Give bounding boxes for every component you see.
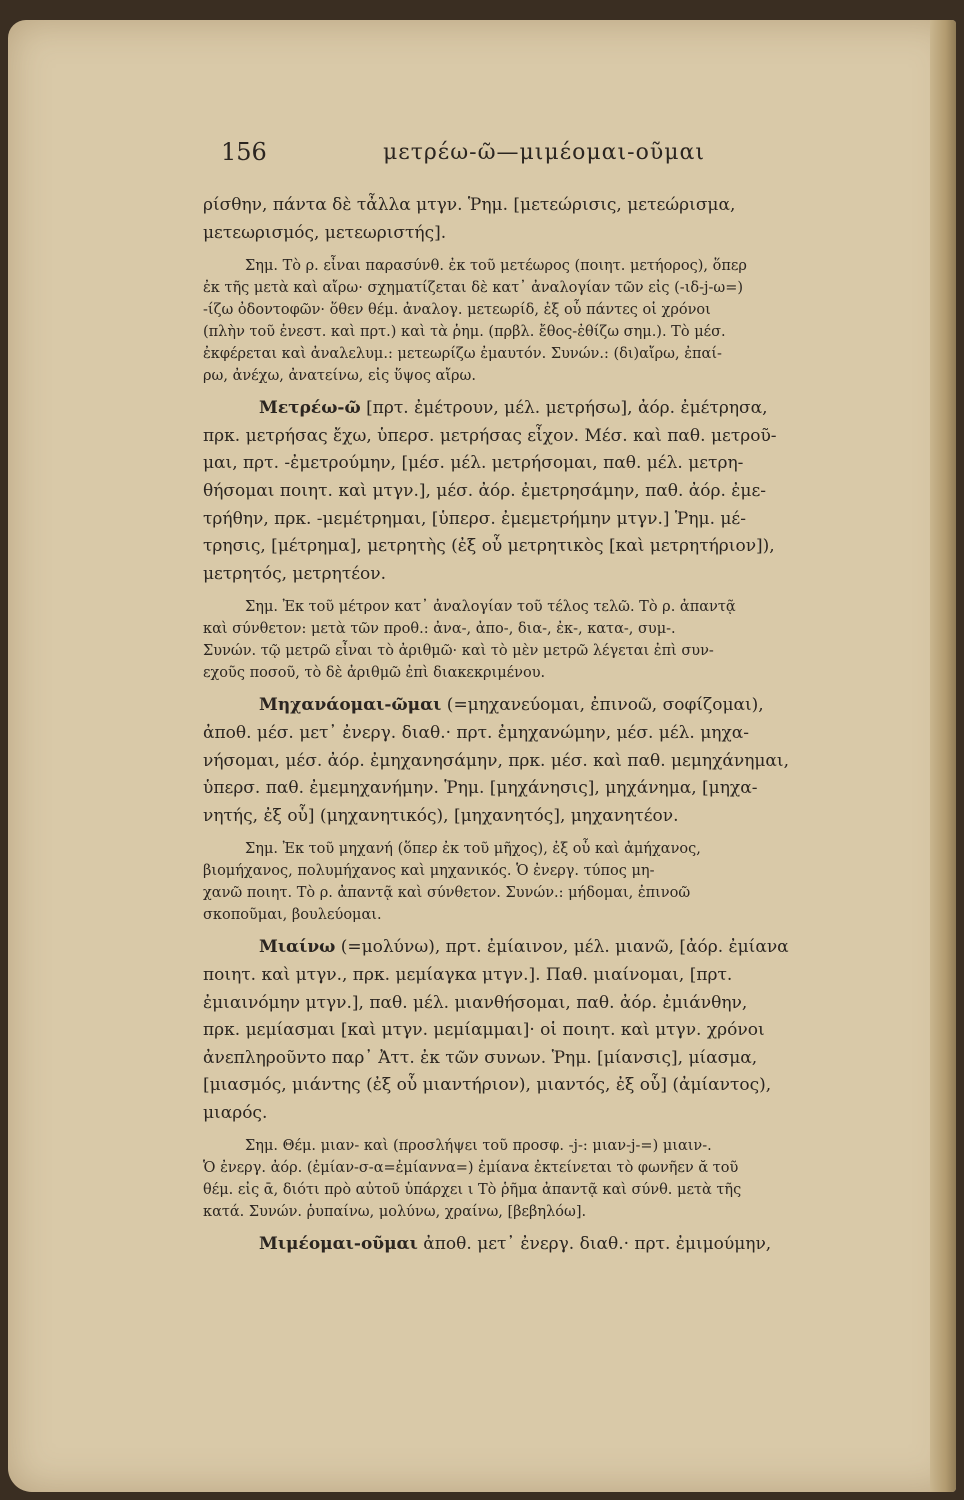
note-line: ρω, ἀνέχω, ἀνατείνω, εἰς ὕψος αἴρω.: [203, 368, 476, 385]
note-line: Σημ. Θέμ. μιαν- καὶ (προσλήψει τοῦ προσφ. -j-: μιαν-j-=) μιαιν-.: [245, 1138, 712, 1155]
note-line: εχοῦς ποσοῦ, τὸ δὲ ἀριθμῶ ἐπὶ διακεκριμένου.: [203, 665, 546, 682]
text-line: μιαρός.: [203, 1102, 268, 1123]
running-head: μετρέω-ῶ—μιμέομαι-οῦμαι: [383, 140, 705, 165]
note-line: Συνών. τῷ μετρῶ εἶναι τὸ ἀριθμῶ· καὶ τὸ μὲν μετρῶ λέγεται ἐπὶ συν-: [203, 643, 714, 660]
entry-headword: Μιαίνω: [259, 937, 336, 958]
note-line: κατά. Συνών. ῥυπαίνω, μολύνω, χραίνω, [βεβηλόω].: [203, 1204, 587, 1221]
note-line: βιομήχανος, πολυμήχανος καὶ μηχανικός. Ὁ ἐνεργ. τύπος μη-: [203, 863, 655, 880]
note-line: Σημ. Τὸ ρ. εἶναι παρασύνθ. ἐκ τοῦ μετέωρος (ποιητ. μετήορος), ὅπερ: [245, 258, 747, 275]
entry-text: [πρτ. ἐμέτρουν, μέλ. μετρήσω], ἀόρ. ἐμέτρησα,: [360, 398, 768, 419]
note-line: -ίζω ὀδοντοφῶν· ὅθεν θέμ. ἀναλογ. μετεωρίδ, ἐξ οὗ πάντες οἱ χρόνοι: [203, 302, 711, 319]
entry-headword: Μιμέομαι-οῦμαι: [259, 1234, 418, 1255]
text-line: νητής, ἐξ οὗ] (μηχανητικός), [μηχανητός], μηχανητέον.: [203, 805, 679, 826]
entry-text: ἀποθ. μετ᾽ ἐνεργ. διαθ.· πρτ. ἐμιμούμην,: [417, 1234, 772, 1255]
text-line: ἀνεπληροῦντο παρ᾽ Ἀττ. ἐκ τῶν συνων. Ῥημ. [μίανσις], μίασμα,: [203, 1047, 758, 1068]
note-line: καὶ σύνθετον: μετὰ τῶν προθ.: ἀνα-, ἀπο-, δια-, ἐκ-, κατα-, συμ-.: [203, 621, 676, 638]
text-line: ἀποθ. μέσ. μετ᾽ ἐνεργ. διαθ.· πρτ. ἐμηχανώμην, μέσ. μέλ. μηχα-: [203, 722, 749, 743]
note-line: Σημ. Ἐκ τοῦ μηχανή (ὅπερ ἐκ τοῦ μῆχος), ἐξ οὗ καὶ ἀμήχανος,: [245, 841, 701, 858]
note-line: ἐκ τῆς μετὰ καὶ αἴρω· σχηματίζεται δὲ κατ᾽ ἀναλογίαν τῶν εἰς (-ιδ-j-ω=): [203, 280, 744, 297]
entry-headword: Μετρέω-ῶ: [259, 398, 361, 419]
note-line: (πλὴν τοῦ ἐνεστ. καὶ πρτ.) καὶ τὰ ῥημ. (πρβλ. ἔθος-ἐθίζω σημ.). Τὸ μέσ.: [203, 324, 726, 341]
text-line: ὑπερσ. παθ. ἐμεμηχανήμην. Ῥημ. [μηχάνησις], μηχάνημα, [μηχα-: [203, 778, 758, 799]
note-line: Σημ. Ἐκ τοῦ μέτρον κατ᾽ ἀναλογίαν τοῦ τέλος τελῶ. Τὸ ρ. ἀπαντᾷ: [245, 599, 736, 616]
text-line: ρίσθην, πάντα δὲ τἆλλα μτγν. Ῥημ. [μετεώρισις, μετεώρισμα,: [203, 195, 736, 215]
entry-line: [203, 1231, 923, 1259]
note-line: σκοποῦμαι, βουλεύομαι.: [203, 907, 382, 924]
text-line: μαι, πρτ. -ἐμετρούμην, [μέσ. μέλ. μετρήσομαι, παθ. μέλ. μετρη-: [203, 453, 744, 474]
text-line: θήσομαι ποιητ. καὶ μτγν.], μέσ. ἀόρ. ἐμετρησάμην, παθ. ἀόρ. ἐμε-: [203, 480, 767, 501]
text-line: πρκ. μετρήσας ἔχω, ὑπερσ. μετρήσας εἶχον. Μέσ. καὶ παθ. μετροῦ-: [203, 425, 777, 446]
text-line: τρησις, [μέτρημα], μετρητὴς (ἐξ οὗ μετρητικὸς [καὶ μετρητήριον]),: [203, 536, 775, 557]
text-line: μετρητός, μετρητέον.: [203, 563, 387, 584]
text-line: ποιητ. καὶ μτγν., πρκ. μεμίαγκα μτγν.]. Παθ. μιαίνομαι, [πρτ.: [203, 964, 733, 985]
entry-line: [203, 395, 923, 423]
note-line: Ὁ ἐνεργ. ἀόρ. (ἐμίαν-σ-α=ἐμίαννα=) ἐμίανα ἐκτείνεται τὸ φωνῆεν ᾰ τοῦ: [203, 1160, 739, 1177]
text-line: πρκ. μεμίασμαι [καὶ μτγν. μεμίαμμαι]· οἱ ποιητ. καὶ μτγν. χρόνοι: [203, 1020, 765, 1041]
note-line: ἐκφέρεται καὶ ἀναλελυμ.: μετεωρίζω ἐμαυτόν. Συνών.: (δι)αἴρω, ἐπαί-: [203, 346, 722, 363]
note-line: θέμ. εἰς ᾱ, διότι πρὸ αὐτοῦ ὑπάρχει ι Τὸ ῥῆμα ἀπαντᾷ καὶ σύνθ. μετὰ τῆς: [203, 1182, 742, 1199]
text-line: μετεωρισμός, μετεωριστής].: [203, 222, 447, 243]
entry-line: [203, 692, 923, 720]
book-page: [8, 20, 956, 1492]
text-line: τρήθην, πρκ. -μεμέτρημαι, [ὑπερσ. ἐμεμετρήμην μτγν.] Ῥημ. μέ-: [203, 508, 746, 529]
entry-text: (=μηχανεύομαι, ἐπινοῶ, σοφίζομαι),: [441, 695, 764, 716]
page-spine-edge: [930, 20, 956, 1492]
entry-line: [203, 934, 923, 962]
entry-text: (=μολύνω), πρτ. ἐμίαινον, μέλ. μιανῶ, [ἀόρ. ἐμίανα: [335, 937, 789, 958]
text-line: ἐμιαινόμην μτγν.], παθ. μέλ. μιανθήσομαι, παθ. ἀόρ. ἐμιάνθην,: [203, 992, 748, 1013]
note-line: χανῶ ποιητ. Τὸ ρ. ἀπαντᾷ καὶ σύνθετον. Συνών.: μήδομαι, ἐπινοῶ: [203, 885, 691, 902]
page-number: 156: [221, 138, 267, 166]
page-header: [213, 138, 773, 178]
entry-headword: Μηχανάομαι-ῶμαι: [259, 695, 442, 716]
text-line: [μιασμός, μιάντης (ἐξ οὗ μιαντήριον), μιαντός, ἐξ οὗ] (ἀμίαντος),: [203, 1075, 772, 1096]
page-body: [203, 192, 923, 1259]
text-line: νήσομαι, μέσ. ἀόρ. ἐμηχανησάμην, πρκ. μέσ. καὶ παθ. μεμηχάνημαι,: [203, 750, 789, 771]
